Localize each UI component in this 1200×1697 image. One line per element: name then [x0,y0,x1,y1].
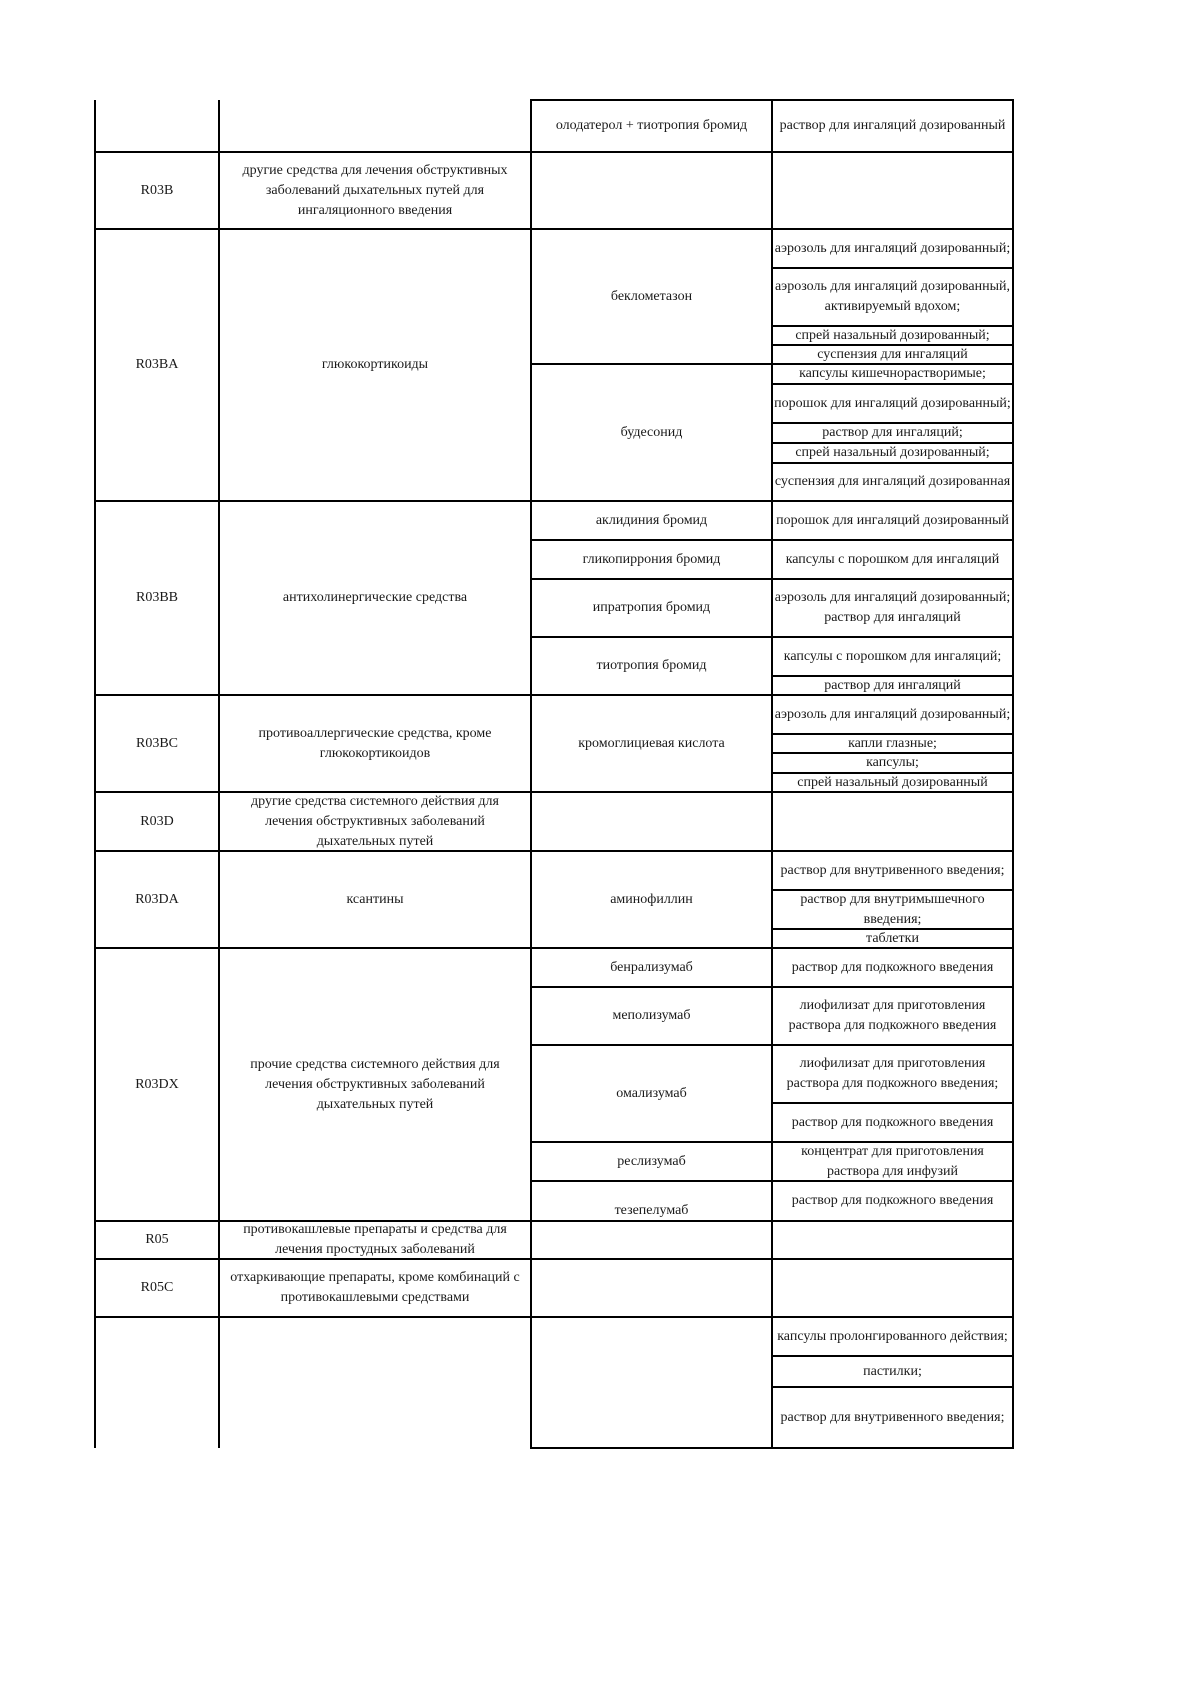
dosage-form: капли глазные; [848,735,937,751]
dosage-form: раствор для подкожного введения [791,1114,994,1130]
dosage-form: лиофилизат для приготовления раствора для подкожного введения; [786,1056,999,1091]
drug-name: реслизумаб [617,1153,686,1169]
dosage-form: лиофилизат для приготовления раствора для подкожного введения [788,998,997,1033]
atc-group-name: антихолинергические средства [282,590,468,605]
dosage-form: капсулы пролонгированного действия; [777,1328,1008,1344]
dosage-form: порошок для ингаляций дозированный; [774,395,1011,411]
atc-code: R05 [145,1232,169,1247]
dosage-form: суспензия для ингаляций дозированная [774,474,1011,489]
drug-name: аминофиллин [610,891,693,907]
dosage-form: раствор для подкожного введения [791,1193,994,1208]
dosage-form: спрей назальный дозированный; [795,445,990,460]
atc-code: R03BC [135,735,178,751]
dosage-form: порошок для ингаляций дозированный [776,512,1009,528]
atc-code: R03B [140,182,174,198]
dosage-form: таблетки [866,930,919,946]
dosage-form: капсулы; [866,755,919,770]
dosage-form: суспензия для ингаляций [817,346,968,362]
dosage-form: раствор для внутримышечного введения; [800,891,985,927]
drug-name: меполизумаб [612,1008,691,1023]
atc-group-name: другие средства системного действия для лечения обструктивных заболеваний дыхательных путей [251,793,499,849]
horizontal-grid-line [530,791,1014,793]
dosage-form: раствор для внутривенного введения; [780,1409,1005,1425]
dosage-form: спрей назальный дозированный; [795,327,990,343]
drug-name: гликопиррония бромид [582,551,721,567]
drug-name: кромоглициевая кислота [578,735,725,751]
horizontal-grid-line [530,1220,1014,1222]
horizontal-grid-line [530,151,1014,153]
horizontal-grid-line [530,1258,1014,1260]
atc-group-name [219,100,531,152]
dosage-form: аэрозоль для ингаляций дозированный; раствор для ингаляций [774,590,1011,625]
dosage-form: аэрозоль для ингаляций дозированный; [774,706,1011,722]
atc-group-name: ксантины [346,891,404,907]
atc-code: R03D [140,813,174,829]
dosage-form: раствор для ингаляций [824,677,961,693]
atc-code [95,1317,219,1448]
atc-group-name: противокашлевые препараты и средства для лечения простудных заболеваний [243,1222,507,1257]
dosage-form: концентрат для приготовления раствора для инфузий [801,1143,984,1179]
atc-group-name: отхаркивающие препараты, кроме комбинаций с противокашлевыми средствами [230,1270,520,1305]
drug-name: бенрализумаб [610,959,693,975]
atc-group-name: глюкокортикоиды [321,357,429,372]
dosage-form: аэрозоль для ингаляций дозированный; [774,240,1011,256]
atc-group-name: другие средства для лечения обструктивных заболеваний дыхательных путей для ингаляционного введения [242,162,508,218]
atc-group-name [219,1317,531,1448]
atc-group-name: прочие средства системного действия для лечения обструктивных заболеваний дыхательных путей [250,1056,500,1112]
dosage-form: раствор для подкожного введения [791,959,994,975]
drug-name: ипратропия бромид [592,600,711,615]
atc-code: R03BB [135,590,178,605]
dosage-form: капсулы с порошком для ингаляций; [783,648,1002,664]
dosage-form: капсулы с порошком для ингаляций [785,551,1000,567]
dosage-form: пастилки; [863,1363,922,1379]
atc-code [95,100,219,152]
drug-name: тезепелумаб [614,1203,689,1218]
dosage-form: спрей назальный дозированный [797,774,988,790]
drug-name: аклидиния бромид [595,512,708,528]
dosage-form: аэрозоль для ингаляций дозированный, активируемый вдохом; [774,279,1011,314]
atc-group-name: противоаллергические средства, кроме глюкокортикоидов [258,725,492,761]
atc-code: R03DX [135,1076,179,1092]
drug-name: беклометазон [610,288,693,304]
dosage-form: раствор для ингаляций; [822,425,963,440]
drug-name: будесонид [620,424,683,440]
drug-name: олодатерол + тиотропия бромид [555,118,748,133]
dosage-form: раствор для внутривенного введения; [780,862,1005,878]
dosage-form: капсулы кишечнорастворимые; [799,366,986,381]
dosage-form: раствор для ингаляций дозированный [779,118,1006,133]
drug-name [531,1317,772,1448]
drug-name: тиотропия бромид [596,658,707,673]
drug-name: омализумаб [616,1085,687,1101]
atc-code: R05C [140,1280,174,1295]
atc-code: R03DA [135,891,179,907]
atc-code: R03BA [135,357,179,372]
